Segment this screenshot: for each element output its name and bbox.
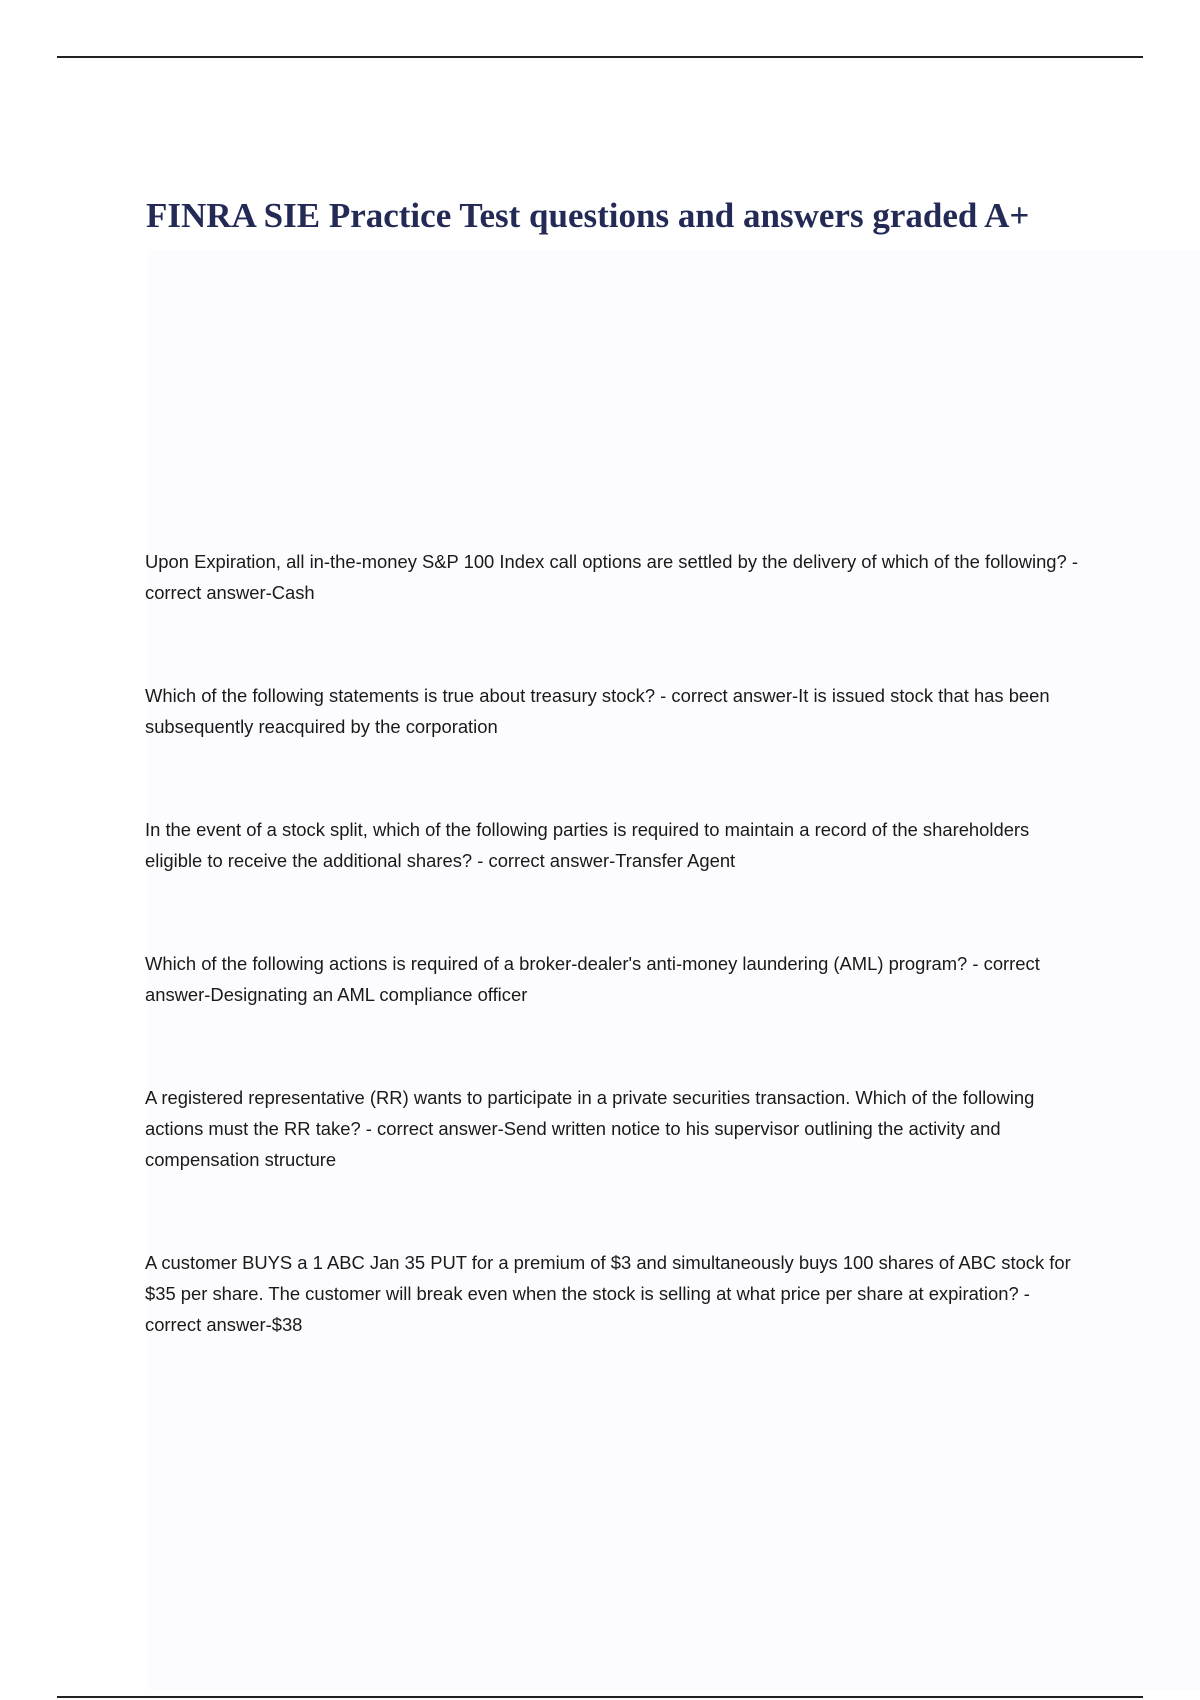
document-title: FINRA SIE Practice Test questions and answers graded A+ bbox=[146, 196, 1030, 235]
qa-item-3: In the event of a stock split, which of the following parties is required to maintain a record of the shareholders eligible to receive the additional shares? - correct answer-Transfer Agent bbox=[145, 819, 1030, 871]
qa-item-5: A registered representative (RR) wants to participate in a private securities transaction. Which of the following actions must the RR take? - correct answer-Send written notice to his supervisor outlining the activity and compensation structure bbox=[145, 1087, 1035, 1170]
qa-list bbox=[145, 546, 1090, 1340]
qa-item-1: Upon Expiration, all in-the-money S&P 100 Index call options are settled by the delivery of which of the following? - correct answer-Cash bbox=[145, 551, 1078, 603]
qa-item-4: Which of the following actions is required of a broker-dealer's anti-money laundering (AML) program? - correct answer-Designating an AML compliance officer bbox=[145, 953, 1040, 1005]
qa-item-2: Which of the following statements is true about treasury stock? - correct answer-It is issued stock that has been subsequently reacquired by the corporation bbox=[145, 685, 1050, 737]
qa-item-6: A customer BUYS a 1 ABC Jan 35 PUT for a premium of $3 and simultaneously buys 100 shares of ABC stock for $35 per share. The customer will break even when the stock is selling at what price per share at expiration? - correct answer-$38 bbox=[145, 1252, 1071, 1335]
footer-rule bbox=[57, 1696, 1143, 1698]
header-rule bbox=[57, 56, 1143, 58]
